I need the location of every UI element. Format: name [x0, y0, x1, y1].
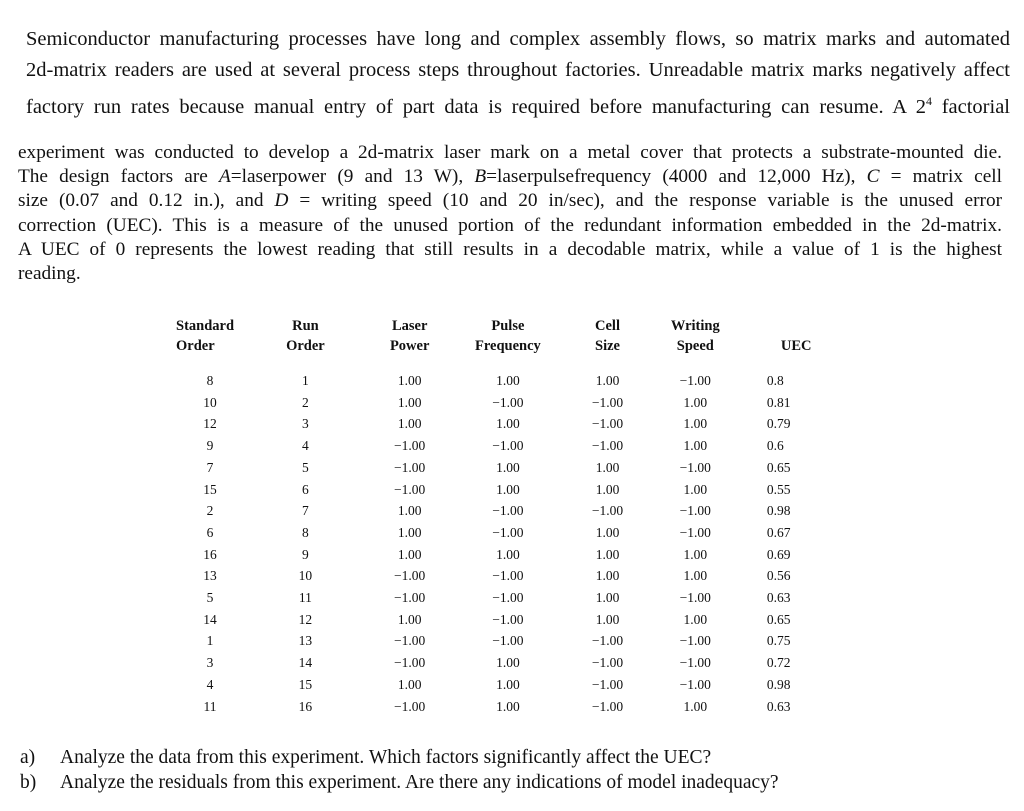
run-order-cell: 4 — [302, 438, 309, 454]
standard-order-cell: 3 — [206, 655, 214, 671]
factor-d: D — [274, 190, 289, 212]
cell-size-cell: 1.00 — [595, 568, 620, 584]
data-table-container — [176, 312, 836, 717]
intro-line-1: Semiconductor manufacturing processes have long and complex assembly flows, so matrix marks and automated — [26, 28, 1010, 50]
laser-power-cell: 1.00 — [397, 416, 422, 432]
header-writing-speed: Writing Speed — [670, 318, 720, 354]
laser-power-cell: −1.00 — [394, 438, 426, 454]
question-b-text: Analyze the residuals from this experiment. Are there any indications of model inadequacy? — [60, 772, 779, 793]
standard-order-cell: 2 — [206, 503, 214, 519]
run-order-cell: 16 — [298, 698, 313, 714]
writing-speed-cell: 1.00 — [683, 438, 708, 454]
pulse-frequency-cell: −1.00 — [492, 438, 524, 454]
intro-line-3-tail: factorial — [931, 95, 1010, 118]
uec-cell: 0.65 — [766, 459, 791, 475]
intro-paragraph — [26, 24, 1010, 123]
table-row — [176, 652, 836, 674]
run-order-cell: 11 — [298, 590, 312, 606]
cell-size-cell: −1.00 — [591, 676, 624, 692]
cell-size-cell: 1.00 — [595, 546, 620, 562]
writing-speed-cell: −1.00 — [679, 655, 711, 671]
pulse-frequency-cell: −1.00 — [492, 590, 524, 606]
uec-cell: 0.65 — [766, 611, 791, 627]
pulse-frequency-cell: −1.00 — [492, 524, 524, 540]
uec-cell: 0.6 — [766, 438, 784, 454]
standard-order-cell: 12 — [203, 416, 217, 432]
cell-size-cell: −1.00 — [591, 416, 624, 432]
header-pulse-frequency: Pulse Frequency — [475, 318, 541, 354]
body-line-1: experiment was conducted to develop a 2d-matrix laser mark on a metal cover that protects a substrate-mounted die. — [18, 142, 1002, 163]
standard-order-cell: 11 — [203, 698, 217, 714]
cell-size-cell: −1.00 — [591, 438, 624, 454]
run-order-cell: 10 — [298, 568, 313, 584]
uec-cell: 0.63 — [766, 590, 791, 606]
pulse-frequency-cell: 1.00 — [496, 676, 520, 692]
standard-order-cell: 14 — [203, 611, 217, 627]
table-row — [176, 392, 836, 414]
table-row — [176, 674, 836, 696]
table-body — [176, 356, 836, 717]
pulse-frequency-cell: 1.00 — [496, 373, 520, 388]
question-a-label: a) — [20, 747, 36, 768]
run-order-cell: 6 — [302, 481, 309, 497]
body-line-5: A UEC of 0 represents the lowest reading that still results in a decodable matrix, while a value of 1 is the highest — [18, 238, 1002, 260]
table-row — [176, 565, 836, 587]
run-order-cell: 13 — [298, 633, 313, 649]
uec-cell: 0.81 — [766, 394, 791, 410]
standard-order-cell: 7 — [206, 459, 214, 475]
table-row — [176, 479, 836, 501]
uec-cell: 0.98 — [766, 503, 791, 519]
run-order-cell: 5 — [302, 459, 309, 475]
writing-speed-cell: −1.00 — [679, 633, 711, 649]
writing-speed-cell: 1.00 — [683, 546, 708, 562]
pulse-frequency-cell: −1.00 — [492, 633, 524, 649]
writing-speed-cell: −1.00 — [679, 503, 711, 519]
writing-speed-cell: 1.00 — [683, 416, 708, 432]
standard-order-cell: 15 — [203, 481, 217, 497]
laser-power-cell: −1.00 — [394, 655, 426, 671]
table-header-row — [176, 312, 836, 356]
writing-speed-cell: −1.00 — [679, 590, 711, 606]
standard-order-cell: 16 — [203, 546, 217, 562]
question-b — [20, 771, 779, 795]
laser-power-cell: −1.00 — [394, 698, 426, 714]
question-a — [20, 746, 711, 770]
superscript-exponent: 4 — [925, 94, 932, 108]
table-row — [176, 696, 836, 718]
cell-size-cell: 1.00 — [595, 373, 620, 388]
table-row — [176, 457, 836, 479]
body-line-3-b: = writing speed (10 and 20 in/sec), and the response variable is the unused error — [288, 190, 1003, 212]
run-order-cell: 12 — [298, 611, 313, 627]
laser-power-cell: −1.00 — [394, 459, 426, 475]
uec-cell: 0.56 — [766, 568, 791, 584]
table-row — [176, 522, 836, 544]
cell-size-cell: −1.00 — [591, 698, 624, 714]
table-row — [176, 500, 836, 522]
standard-order-cell: 10 — [203, 394, 217, 410]
writing-speed-cell: 1.00 — [683, 481, 708, 497]
writing-speed-cell: 1.00 — [683, 568, 708, 584]
laser-power-cell: 1.00 — [397, 394, 422, 410]
run-order-cell: 2 — [302, 394, 309, 410]
laser-power-cell: 1.00 — [397, 373, 422, 388]
cell-size-cell: −1.00 — [591, 394, 624, 410]
laser-power-cell: 1.00 — [397, 546, 422, 562]
uec-cell: 0.8 — [766, 373, 784, 388]
body-line-2-c: =laserpulsefrequency (4000 and 12,000 Hz), — [486, 166, 867, 188]
question-a-text: Analyze the data from this experiment. Which factors significantly affect the UEC? — [60, 747, 712, 768]
experiment-data-table — [176, 312, 836, 717]
pulse-frequency-cell: 1.00 — [496, 698, 520, 714]
run-order-cell: 14 — [298, 655, 313, 671]
standard-order-cell: 9 — [206, 438, 214, 454]
header-cell-size: Cell Size — [595, 318, 620, 354]
uec-cell: 0.75 — [766, 633, 791, 649]
pulse-frequency-cell: −1.00 — [492, 568, 524, 584]
body-line-2-a: The design factors are — [18, 166, 219, 188]
laser-power-cell: −1.00 — [394, 633, 426, 649]
pulse-frequency-cell: −1.00 — [492, 503, 524, 519]
body-line-2-d: = matrix cell — [879, 166, 1002, 188]
standard-order-cell: 1 — [206, 633, 214, 649]
run-order-cell: 7 — [302, 503, 309, 519]
table-row — [176, 587, 836, 609]
table-row — [176, 413, 836, 435]
intro-line-2: 2d-matrix readers are used at several process steps throughout factories. Unreadable matrix marks negatively affect — [26, 59, 1010, 81]
writing-speed-cell: 1.00 — [683, 611, 708, 627]
run-order-cell: 9 — [302, 546, 309, 562]
pulse-frequency-cell: 1.00 — [496, 459, 520, 475]
uec-cell: 0.63 — [766, 698, 791, 714]
uec-cell: 0.55 — [766, 481, 791, 497]
laser-power-cell: −1.00 — [394, 568, 426, 584]
body-line-2 — [18, 165, 1002, 189]
uec-cell: 0.69 — [766, 546, 791, 562]
pulse-frequency-cell: 1.00 — [496, 546, 520, 562]
pulse-frequency-cell: 1.00 — [496, 416, 520, 432]
laser-power-cell: 1.00 — [397, 676, 422, 692]
cell-size-cell: 1.00 — [595, 481, 620, 497]
body-line-2-b: =laserpower (9 and 13 W), — [230, 166, 475, 188]
standard-order-cell: 13 — [203, 568, 217, 584]
standard-order-cell: 4 — [206, 676, 214, 692]
factor-c: C — [866, 166, 880, 188]
cell-size-cell: −1.00 — [591, 503, 624, 519]
standard-order-cell: 6 — [206, 524, 214, 540]
header-run-order: Run Order — [286, 318, 325, 354]
cell-size-cell: 1.00 — [595, 590, 620, 606]
header-standard-order: Standard Order — [176, 318, 235, 354]
cell-size-cell: −1.00 — [591, 633, 624, 649]
standard-order-cell: 5 — [206, 590, 214, 606]
run-order-cell: 15 — [298, 676, 313, 692]
table-row — [176, 544, 836, 566]
uec-cell: 0.79 — [766, 416, 791, 432]
pulse-frequency-cell: −1.00 — [492, 394, 524, 410]
header-laser-power: Laser Power — [389, 318, 430, 354]
table-row — [176, 356, 836, 392]
question-b-label: b) — [20, 772, 37, 793]
uec-cell: 0.98 — [766, 676, 791, 692]
laser-power-cell: −1.00 — [394, 481, 426, 497]
factor-b: B — [474, 166, 487, 188]
table-row — [176, 630, 836, 652]
uec-cell: 0.67 — [766, 524, 791, 540]
cell-size-cell: −1.00 — [591, 655, 624, 671]
factor-a: A — [218, 166, 231, 188]
standard-order-cell: 8 — [206, 373, 214, 388]
writing-speed-cell: −1.00 — [679, 373, 711, 388]
body-line-3 — [18, 189, 1002, 213]
pulse-frequency-cell: 1.00 — [496, 481, 520, 497]
body-line-4: correction (UEC). This is a measure of the unused portion of the redundant information embedded in the 2d-matrix. — [18, 214, 1002, 236]
intro-line-3 — [26, 86, 1010, 123]
writing-speed-cell: −1.00 — [679, 459, 711, 475]
table-row — [176, 435, 836, 457]
header-uec: UEC — [780, 338, 812, 354]
run-order-cell: 8 — [302, 524, 309, 540]
body-line-6: reading. — [18, 263, 81, 285]
laser-power-cell: 1.00 — [397, 503, 422, 519]
writing-speed-cell: 1.00 — [683, 394, 708, 410]
cell-size-cell: 1.00 — [595, 611, 620, 627]
writing-speed-cell: −1.00 — [679, 676, 711, 692]
writing-speed-cell: 1.00 — [683, 698, 708, 714]
run-order-cell: 3 — [302, 416, 309, 432]
experiment-description — [18, 141, 1002, 286]
table-row — [176, 609, 836, 631]
intro-line-3-text: factory run rates because manual entry of part data is required before manufacturing can resume. A 2 — [26, 95, 926, 118]
laser-power-cell: 1.00 — [397, 524, 422, 540]
run-order-cell: 1 — [302, 373, 309, 388]
cell-size-cell: 1.00 — [595, 459, 620, 475]
uec-cell: 0.72 — [766, 655, 791, 671]
pulse-frequency-cell: 1.00 — [496, 655, 520, 671]
laser-power-cell: 1.00 — [397, 611, 422, 627]
pulse-frequency-cell: −1.00 — [492, 611, 524, 627]
writing-speed-cell: −1.00 — [679, 524, 711, 540]
laser-power-cell: −1.00 — [394, 590, 426, 606]
body-line-3-a: size (0.07 and 0.12 in.), and — [18, 190, 275, 212]
cell-size-cell: 1.00 — [595, 524, 620, 540]
